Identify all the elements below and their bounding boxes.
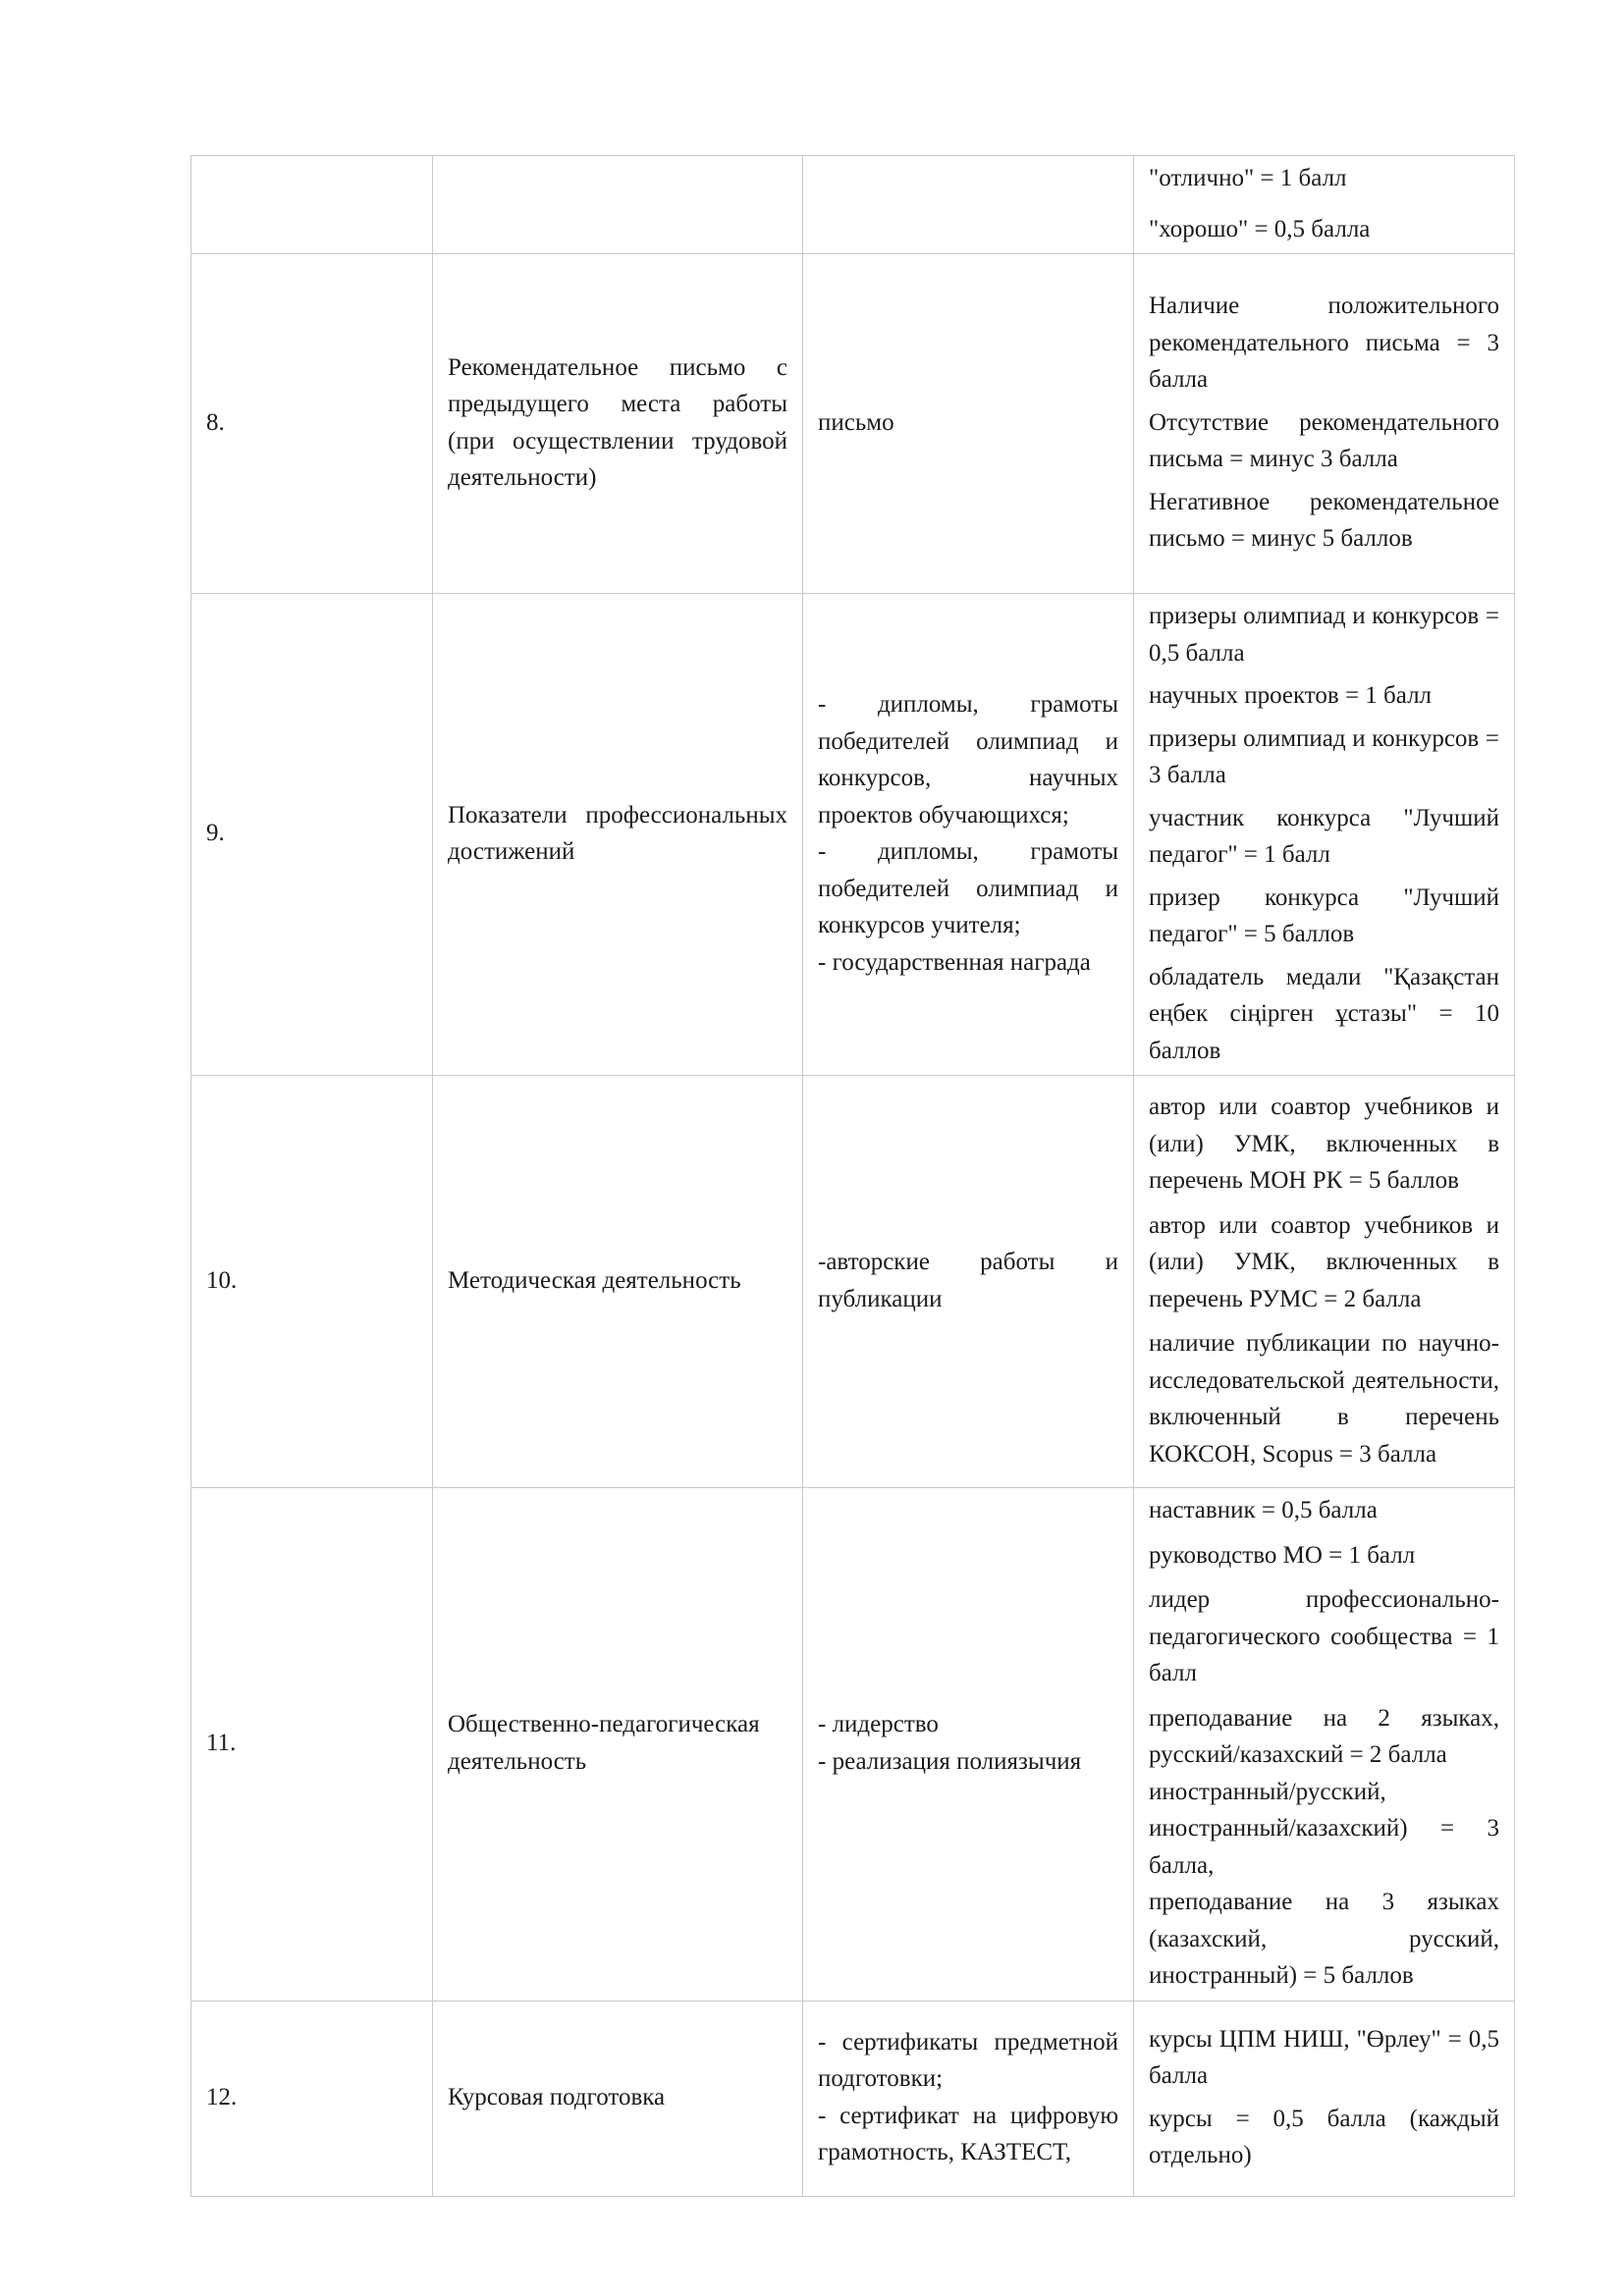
row-number-cell: [191, 594, 433, 1076]
criterion-name: Рекомендательное письмо с предыдущего места работы (при осуществлении трудовой деятельности): [448, 353, 787, 491]
score-item: [1149, 2101, 1499, 2174]
score-line: призер конкурса "Лучший педагог" = 5 баллов: [1149, 883, 1499, 947]
score-item: [1149, 2021, 1499, 2095]
confirming-document: - дипломы, грамоты победителей олимпиад и конкурсов учителя;: [818, 838, 1118, 938]
criterion-name-cell: [433, 594, 803, 1076]
confirming-document-cell: [803, 1488, 1134, 2002]
score-line: обладатель медали "Қазақстан еңбек сіңірген ұстазы" = 10 баллов: [1149, 963, 1499, 1064]
criterion-name: Методическая деятельность: [448, 1266, 741, 1294]
confirming-document-cell: [803, 2001, 1134, 2196]
criterion-name-cell: [433, 1076, 803, 1488]
row-number-cell: [191, 254, 433, 594]
score-item: [1149, 880, 1499, 953]
score-line: руководство МО = 1 балл: [1149, 1541, 1416, 1569]
confirming-document: -авторские работы и публикации: [818, 1249, 1118, 1312]
score-line: призеры олимпиад и конкурсов = 3 балла: [1149, 724, 1499, 788]
score-line: наставник = 0,5 балла: [1149, 1497, 1378, 1523]
criteria-table: [190, 155, 1515, 2197]
score-line: призеры олимпиад и конкурсов = 0,5 балла: [1149, 603, 1499, 667]
score-line: Негативное рекомендательное письмо = минус 5 баллов: [1149, 488, 1499, 553]
row-number: 9.: [206, 820, 225, 847]
score-line: автор или соавтор учебников и (или) УМК, включенных в перечень МОН РК = 5 баллов: [1149, 1094, 1499, 1194]
criterion-name: Общественно-педагогическая деятельность: [448, 1711, 760, 1775]
confirming-document: - реализация полиязычия: [818, 1747, 1082, 1775]
confirming-document: - сертификат на цифровую грамотность, КАЗТЕСТ,: [818, 2102, 1118, 2165]
row-number-cell: [191, 1488, 433, 2002]
criteria-table-body: [191, 156, 1515, 2197]
table-row: [191, 1076, 1515, 1488]
score-line: "хорошо" = 0,5 балла: [1149, 215, 1371, 242]
criterion-name-cell: [433, 254, 803, 594]
score-item: [1149, 484, 1499, 558]
score-line: иностранный/русский, иностранный/казахский) = 3 балла,: [1149, 1778, 1499, 1879]
confirming-document: - сертификаты предметной подготовки;: [818, 2028, 1118, 2092]
criterion-name: Курсовая подготовка: [448, 2083, 666, 2110]
score-cell: [1134, 254, 1515, 594]
row-number: 11.: [206, 1730, 237, 1756]
score-line: курсы ЦПМ НИШ, "Өрлеу" = 0,5 балла: [1149, 2025, 1499, 2089]
score-line: преподавание на 2 языках, русский/казахский = 2 балла: [1149, 1704, 1499, 1768]
score-line: научных проектов = 1 балл: [1149, 682, 1433, 709]
confirming-document-cell: [803, 156, 1134, 254]
criterion-name-cell: [433, 1488, 803, 2002]
score-item: [1149, 1089, 1499, 1200]
score-item: [1149, 721, 1499, 794]
row-number: 10.: [206, 1266, 238, 1294]
score-item: [1149, 959, 1499, 1070]
score-item: [1149, 598, 1499, 671]
table-row: [191, 2001, 1515, 2196]
score-item: [1149, 1537, 1499, 1575]
score-cell: [1134, 1076, 1515, 1488]
confirming-document: письмо: [818, 408, 894, 436]
confirming-document: - дипломы, грамоты победителей олимпиад и конкурсов, научных проектов обучающихся;: [818, 691, 1118, 828]
score-item: [1149, 288, 1499, 399]
score-line: Отсутствие рекомендательного письма = минус 3 балла: [1149, 408, 1499, 473]
score-item: [1149, 1325, 1499, 1472]
score-line: автор или соавтор учебников и (или) УМК, включенных в перечень РУМС = 2 балла: [1149, 1211, 1499, 1312]
score-line: наличие публикации по научно-исследовательской деятельности, включенный в перечень КОКСОН, Scopus = 3 балла: [1149, 1330, 1499, 1468]
score-item: [1149, 1700, 1499, 1995]
row-number-cell: [191, 2001, 433, 2196]
score-line: курсы = 0,5 балла (каждый отдельно): [1149, 2105, 1499, 2168]
score-item: [1149, 1581, 1499, 1692]
confirming-document-cell: [803, 594, 1134, 1076]
score-item: [1149, 404, 1499, 478]
score-line: "отлично" = 1 балл: [1149, 165, 1347, 191]
score-item: [1149, 1492, 1499, 1529]
score-item: [1149, 211, 1499, 248]
row-number: 8.: [206, 408, 225, 436]
score-line: Наличие положительного рекомендательного письма = 3 балла: [1149, 293, 1499, 394]
row-number-cell: [191, 1076, 433, 1488]
score-cell: [1134, 2001, 1515, 2196]
confirming-document-cell: [803, 1076, 1134, 1488]
criterion-name-cell: [433, 2001, 803, 2196]
confirming-document-cell: [803, 254, 1134, 594]
score-item: [1149, 800, 1499, 874]
table-row: [191, 254, 1515, 594]
score-item: [1149, 677, 1499, 715]
criterion-name: Показатели профессиональных достижений: [448, 801, 787, 865]
score-cell: [1134, 594, 1515, 1076]
score-cell: [1134, 1488, 1515, 2002]
criterion-name-cell: [433, 156, 803, 254]
score-line: преподавание на 3 языках (казахский, русский, иностранный) = 5 баллов: [1149, 1889, 1499, 1989]
score-cell: [1134, 156, 1515, 254]
table-row: [191, 594, 1515, 1076]
score-item: [1149, 1207, 1499, 1318]
confirming-document: - лидерство: [818, 1711, 939, 1738]
score-item: [1149, 160, 1499, 197]
table-row: [191, 156, 1515, 254]
row-number-cell: [191, 156, 433, 254]
table-row: [191, 1488, 1515, 2002]
row-number: 12.: [206, 2083, 238, 2110]
confirming-document: - государственная награда: [818, 948, 1091, 976]
score-line: участник конкурса "Лучший педагог" = 1 балл: [1149, 804, 1499, 868]
score-line: лидер профессионально-педагогического сообщества = 1 балл: [1149, 1586, 1499, 1686]
